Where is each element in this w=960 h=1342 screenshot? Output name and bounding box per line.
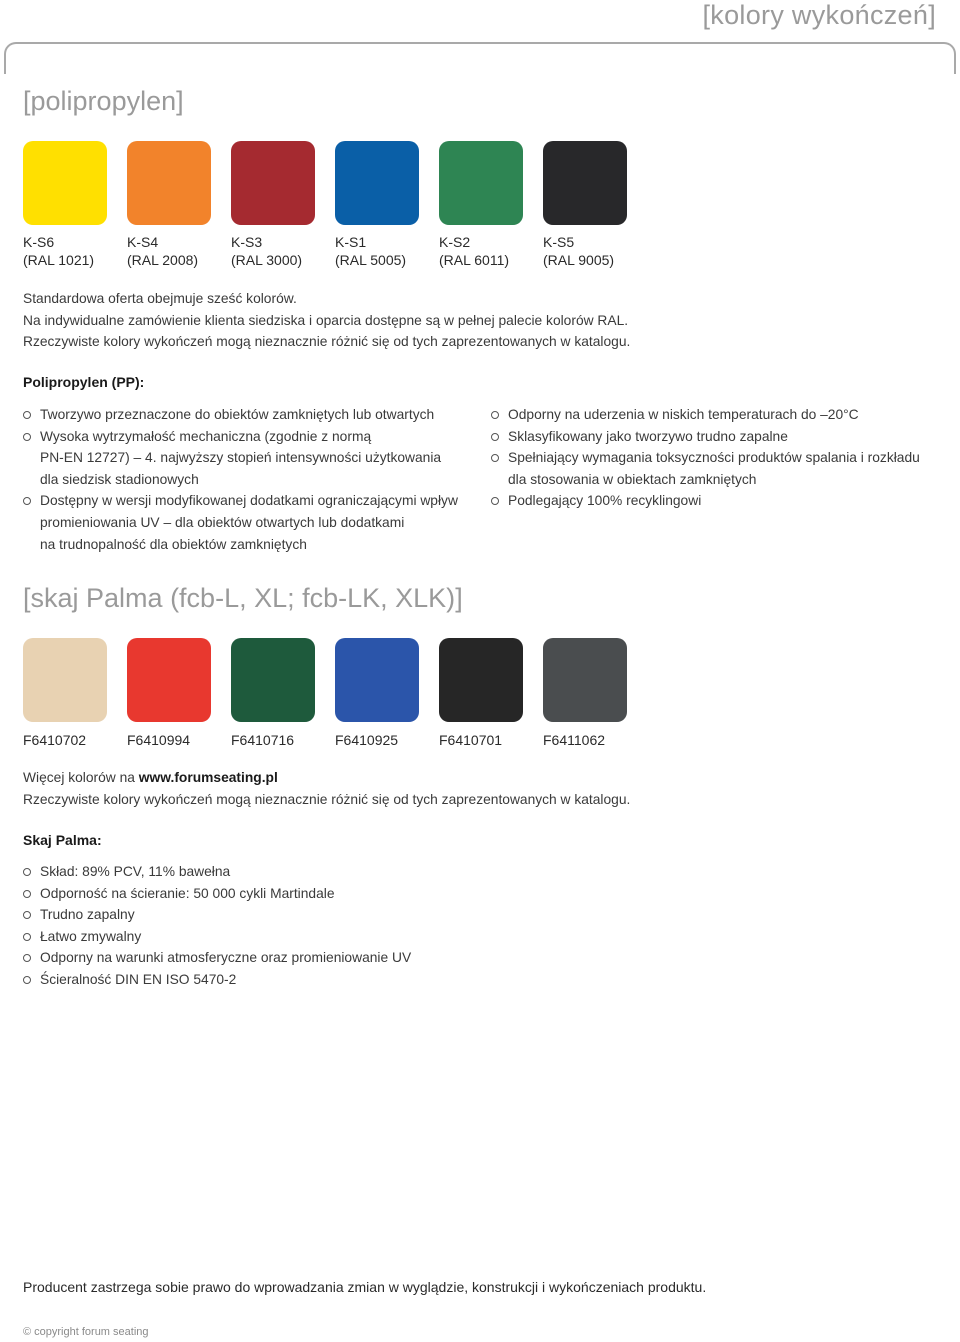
pp-swatch-ral: (RAL 6011) xyxy=(439,252,510,268)
bullet-circle-icon xyxy=(491,497,499,505)
bullet-circle-icon xyxy=(23,954,31,962)
pp-swatch xyxy=(439,141,523,225)
pp-swatch-code: K-S3 xyxy=(231,234,263,250)
list-item: Sklasyfikowany jako tworzywo trudno zapalne xyxy=(491,426,920,448)
website-link[interactable]: www.forumseating.pl xyxy=(138,770,278,785)
skaj-swatch-item xyxy=(127,638,211,749)
skaj-swatch-item xyxy=(543,638,627,749)
bullet-circle-icon xyxy=(491,454,499,462)
bullet-circle-icon xyxy=(23,890,31,898)
bullet-circle-icon xyxy=(23,411,31,419)
bullet-circle-icon xyxy=(23,497,31,505)
bullet-circle-icon xyxy=(23,911,31,919)
bullet-circle-icon xyxy=(491,411,499,419)
pp-info-line: Rzeczywiste kolory wykończeń mogą nieznacznie różnić się od tych zaprezentowanych w katalogu. xyxy=(23,334,631,350)
pp-swatch xyxy=(543,141,627,225)
page-header-title: kolory wykończeń xyxy=(710,0,929,30)
pp-swatch-code: K-S1 xyxy=(335,234,367,250)
more-colors-line: Więcej kolorów na www.forumseating.pl xyxy=(23,770,278,785)
pp-swatch-code: K-S6 xyxy=(23,234,55,250)
pp-swatch-ral: (RAL 2008) xyxy=(127,252,199,268)
pp-swatch-item xyxy=(439,141,523,269)
skaj-info xyxy=(23,767,630,810)
list-item: Odporny na warunki atmosferyczne oraz promieniowanie UV xyxy=(23,947,411,969)
skaj-props-heading: Skaj Palma: xyxy=(23,832,102,848)
bullet-circle-icon xyxy=(23,933,31,941)
skaj-swatch-code: F6410701 xyxy=(439,732,503,748)
skaj-disclaimer: Rzeczywiste kolory wykończeń mogą nieznacznie różnić się od tych zaprezentowanych w katalogu. xyxy=(23,791,631,807)
pp-swatch-ral: (RAL 1021) xyxy=(23,252,95,268)
skaj-swatch xyxy=(231,638,315,722)
list-item: Odporność na ścieranie: 50 000 cykli Martindale xyxy=(23,883,411,905)
list-item: Skład: 89% PCV, 11% bawełna xyxy=(23,861,411,883)
skaj-swatches xyxy=(23,638,627,749)
pp-swatch-code: K-S5 xyxy=(543,234,575,250)
pp-info-line: Na indywidualne zamówienie klienta siedziska i oparcia dostępne są w pełnej palecie kolorów RAL. xyxy=(23,312,629,328)
pp-swatch-item xyxy=(127,141,211,269)
skaj-swatch-item xyxy=(231,638,315,749)
skaj-swatch xyxy=(127,638,211,722)
bullet-circle-icon xyxy=(491,433,499,441)
footer-note: Producent zastrzega sobie prawo do wprowadzania zmian w wyglądzie, konstrukcji i wykończeniach produktu. xyxy=(23,1279,707,1295)
pp-info xyxy=(23,288,630,353)
skaj-swatch-code: F6410716 xyxy=(231,732,295,748)
list-item: Ścieralność DIN EN ISO 5470-2 xyxy=(23,969,411,991)
list-item: Trudno zapalny xyxy=(23,904,411,926)
header-frame-line xyxy=(4,42,956,74)
pp-swatch-item xyxy=(23,141,107,269)
pp-swatch xyxy=(231,141,315,225)
pp-swatch-item xyxy=(543,141,627,269)
pp-swatch xyxy=(127,141,211,225)
skaj-swatch-code: F6410994 xyxy=(127,732,191,748)
pp-swatch-ral: (RAL 5005) xyxy=(335,252,407,268)
pp-swatch xyxy=(335,141,419,225)
pp-swatch-ral: (RAL 9005) xyxy=(543,252,615,268)
bullet-circle-icon xyxy=(23,868,31,876)
pp-swatch-item xyxy=(231,141,315,269)
pp-swatch-code: K-S2 xyxy=(439,234,471,250)
list-item: Odporny na uderzenia w niskich temperaturach do –20°C xyxy=(491,404,920,426)
bullet-circle-icon xyxy=(23,976,31,984)
skaj-swatch xyxy=(439,638,523,722)
list-item: Dostępny w wersji modyfikowanej dodatkami ograniczającymi wpływ promieniowania UV – dla obiektów otwartych lub dodatkami na trudnopalność dla obiektów zamkniętych xyxy=(23,490,458,555)
skaj-swatch xyxy=(335,638,419,722)
polipropylen-title: [polipropylen] xyxy=(23,86,184,116)
skaj-swatch-code: F6410702 xyxy=(23,732,87,748)
pp-left-bullets xyxy=(23,404,458,555)
skaj-swatch-code: F6411062 xyxy=(543,732,606,748)
skaj-swatch xyxy=(543,638,627,722)
pp-swatch-ral: (RAL 3000) xyxy=(231,252,303,268)
pp-swatch xyxy=(23,141,107,225)
skaj-title: [skaj Palma (fcb-L, XL; fcb-LK, XLK)] xyxy=(23,583,463,613)
list-item: Podlegający 100% recyklingowi xyxy=(491,490,920,512)
skaj-swatch-item xyxy=(335,638,419,749)
pp-swatch-item xyxy=(335,141,419,269)
list-item: Łatwo zmywalny xyxy=(23,926,411,948)
list-item: Tworzywo przeznaczone do obiektów zamkniętych lub otwartych xyxy=(23,404,458,426)
skaj-swatch xyxy=(23,638,107,722)
pp-props-heading: Polipropylen (PP): xyxy=(23,374,145,390)
copyright: © copyright forum seating xyxy=(23,1326,149,1338)
pp-info-line: Standardowa oferta obejmuje sześć kolorów. xyxy=(23,291,297,306)
pp-right-bullets xyxy=(491,404,920,512)
page-header: [kolory wykończeń] xyxy=(702,0,936,30)
pp-swatch-code: K-S4 xyxy=(127,234,159,250)
skaj-bullets xyxy=(23,861,411,991)
bullet-circle-icon xyxy=(23,433,31,441)
list-item: Spełniający wymagania toksyczności produktów spalania i rozkładu dla stosowania w obiektach zamkniętych xyxy=(491,447,920,490)
skaj-swatch-item xyxy=(439,638,523,749)
polipropylen-swatches xyxy=(23,141,627,269)
skaj-swatch-code: F6410925 xyxy=(335,732,399,748)
list-item: Wysoka wytrzymałość mechaniczna (zgodnie z normą PN-EN 12727) – 4. najwyższy stopień intensywności użytkowania dla siedzisk stadionowych xyxy=(23,426,458,491)
skaj-swatch-item xyxy=(23,638,107,749)
